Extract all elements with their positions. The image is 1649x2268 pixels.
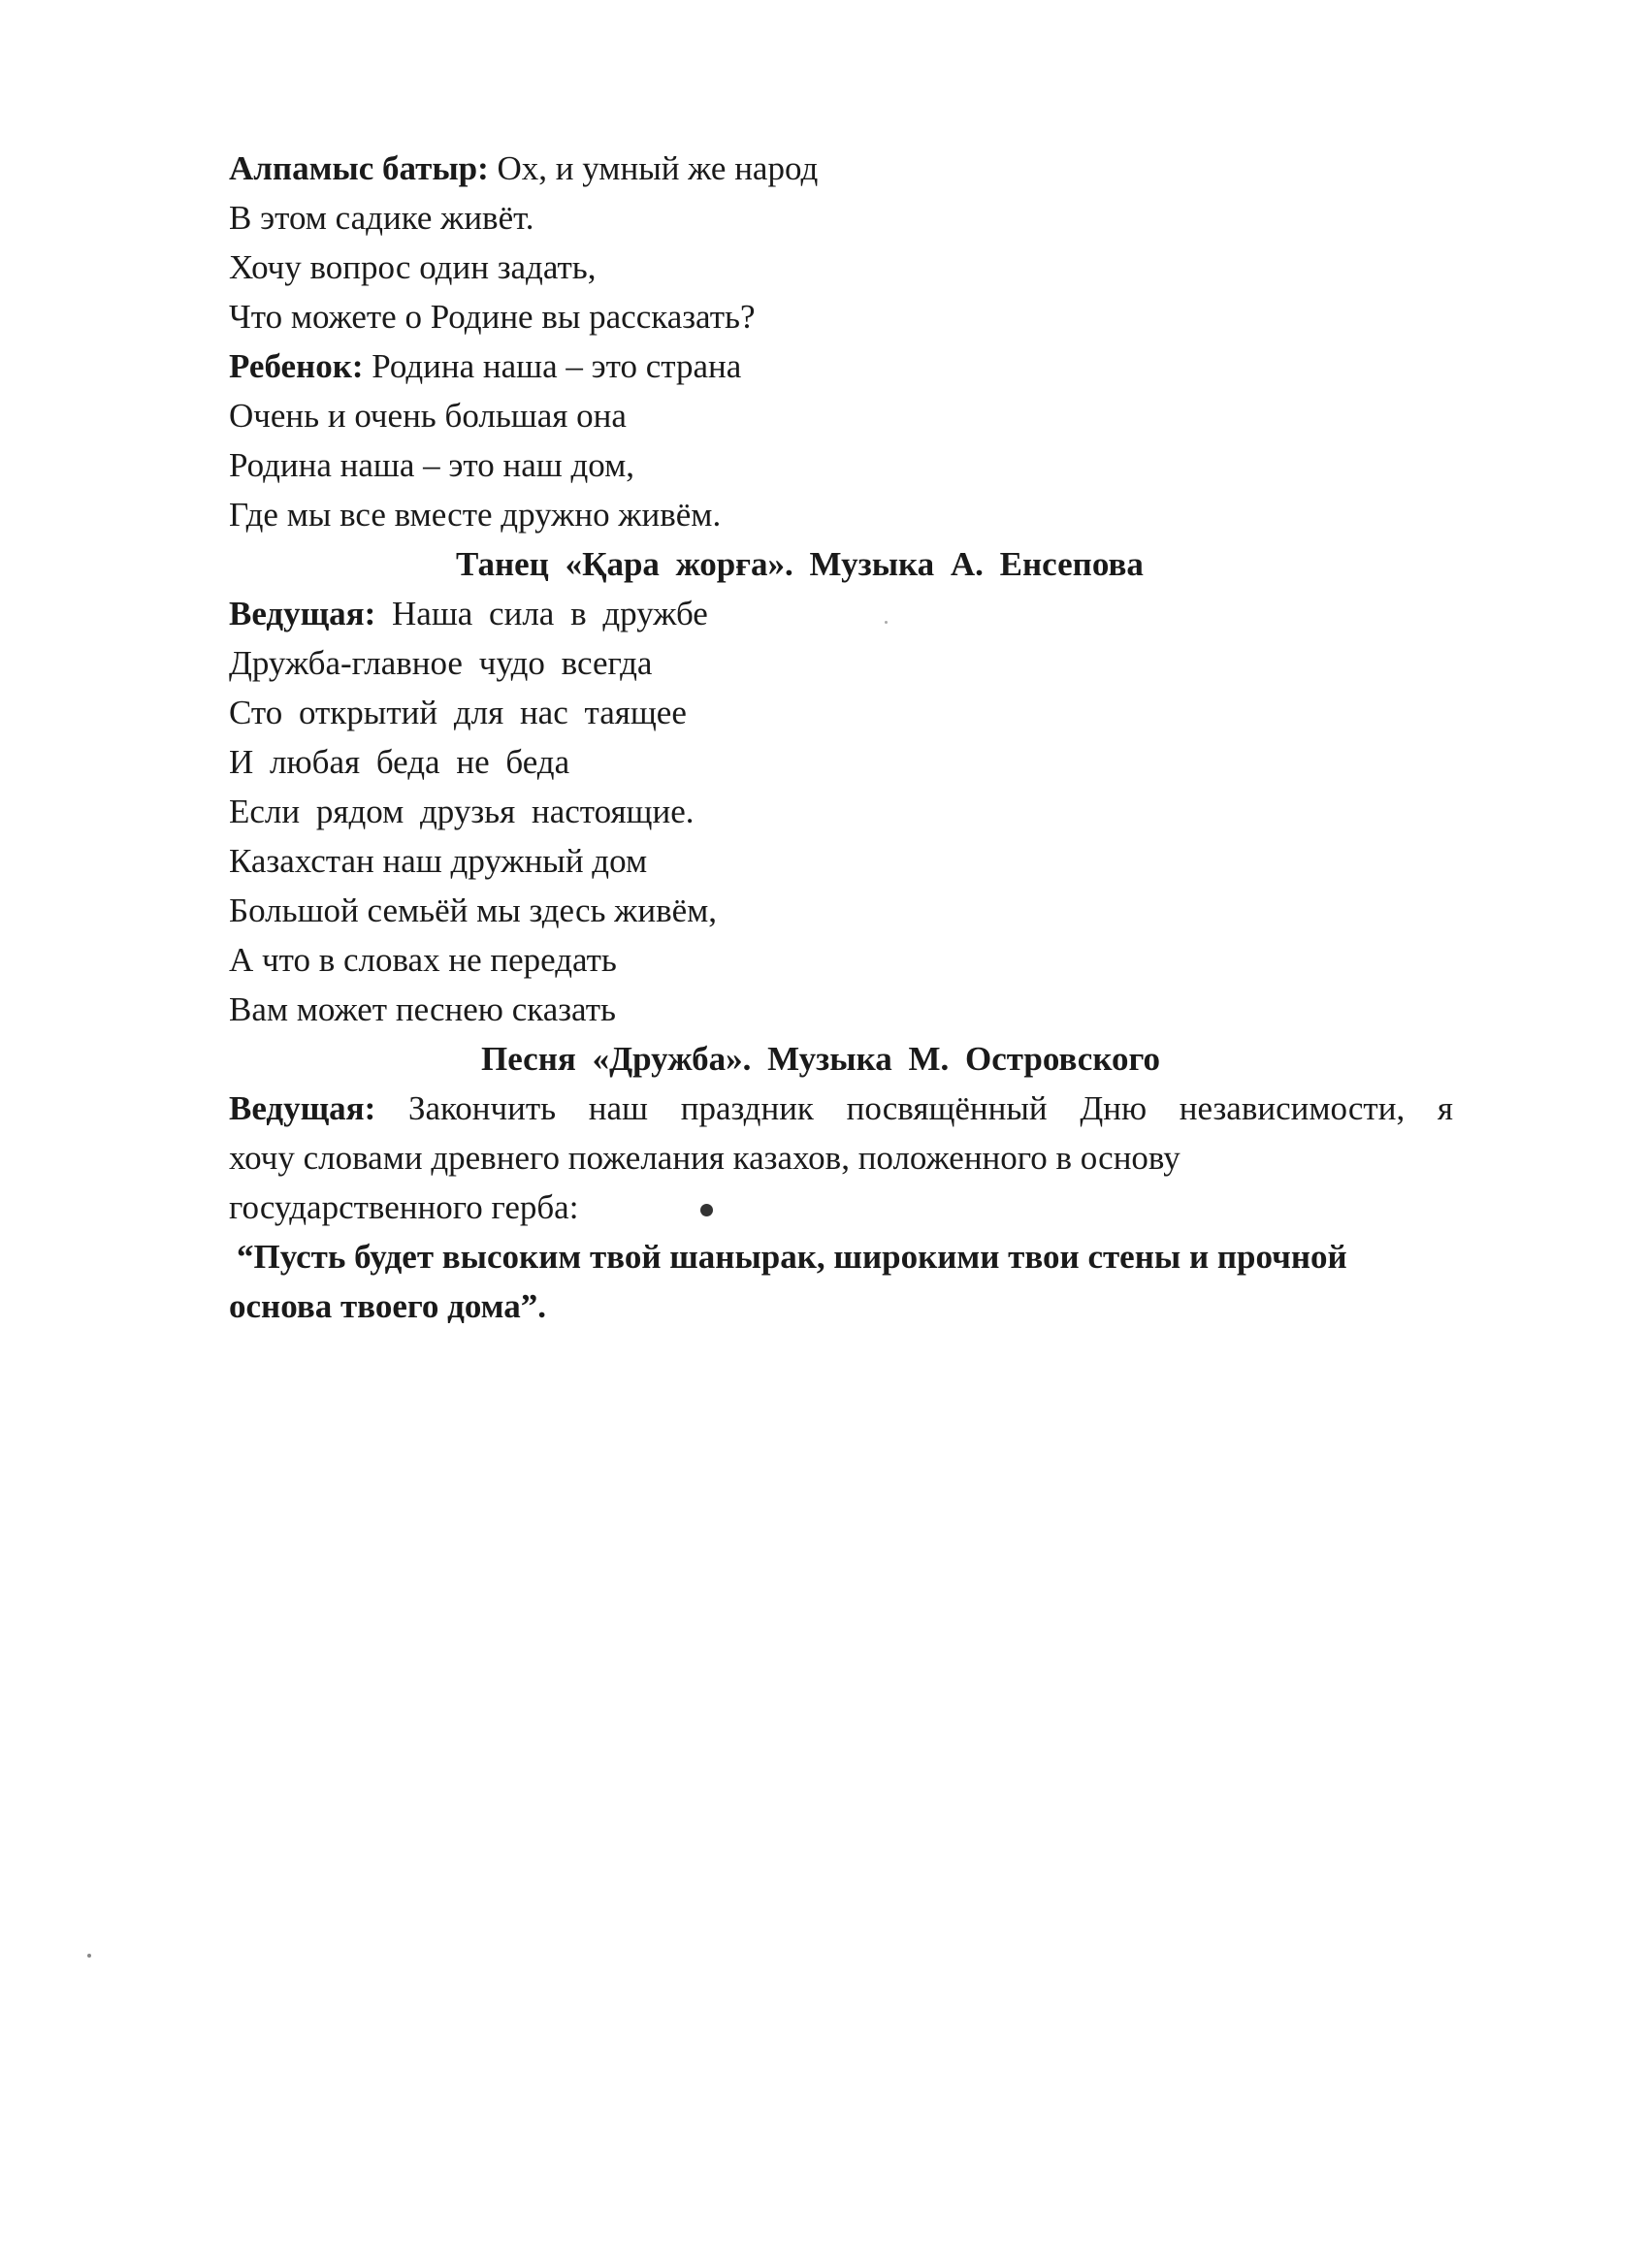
closing-quote-line-1: “Пусть будет высоким твой шанырак, широкими твои стены и прочной [237, 1238, 1347, 1276]
scan-speck-mark [87, 1954, 91, 1958]
script-text [229, 144, 1490, 1331]
line-child [229, 341, 1490, 391]
speaker-label: Ведущая: [229, 1089, 376, 1127]
text-line: Хочу вопрос один задать, [229, 248, 597, 286]
text-line: Если рядом друзья настоящие. [229, 793, 695, 830]
text-line: Вам может песнею сказать [229, 990, 616, 1028]
text-line: Родина наша – это наш дом, [229, 446, 635, 484]
ink-dot-mark [700, 1204, 713, 1216]
section-heading-dance: Танец «Қара жорға». Музыка А. Енсепова [456, 545, 1144, 583]
line-text: Родина наша – это страна [363, 347, 742, 385]
text-line: хочу словами древнего пожелания казахов, положенного в основу [229, 1139, 1180, 1177]
speaker-label: Ведущая: [229, 595, 376, 632]
speaker-label: Ребенок: [229, 347, 364, 385]
text-line: Очень и очень большая она [229, 397, 627, 435]
text-line: Что можете о Родине вы рассказать? [229, 298, 756, 336]
text-line: Большой семьёй мы здесь живём, [229, 891, 718, 929]
line-host-2 [229, 1084, 1453, 1133]
text-line: И любая беда не беда [229, 743, 570, 781]
text-line: Дружба-главное чудо всегда [229, 644, 653, 682]
section-heading-song: Песня «Дружба». Музыка М. Островского [481, 1040, 1161, 1078]
text-line: Казахстан наш дружный дом [229, 842, 648, 880]
line-alpamys [229, 144, 1490, 193]
text-line: В этом садике живёт. [229, 199, 534, 237]
line-text: Закончить наш праздник посвящённый Дню независимости, я [375, 1089, 1453, 1127]
scan-speck-mark [885, 621, 888, 624]
line-host-1 [229, 589, 1490, 638]
text-line: А что в словах не передать [229, 941, 617, 979]
text-line: Сто открытий для нас таящее [229, 694, 687, 731]
line-text: Наша сила в дружбе [375, 595, 708, 632]
speaker-label: Алпамыс батыр: [229, 149, 489, 187]
closing-quote-line-2: основа твоего дома”. [229, 1287, 547, 1325]
line-text: Ох, и умный же народ [488, 149, 819, 187]
text-line: Где мы все вместе дружно живём. [229, 496, 722, 534]
text-line: государственного герба: [229, 1188, 579, 1226]
